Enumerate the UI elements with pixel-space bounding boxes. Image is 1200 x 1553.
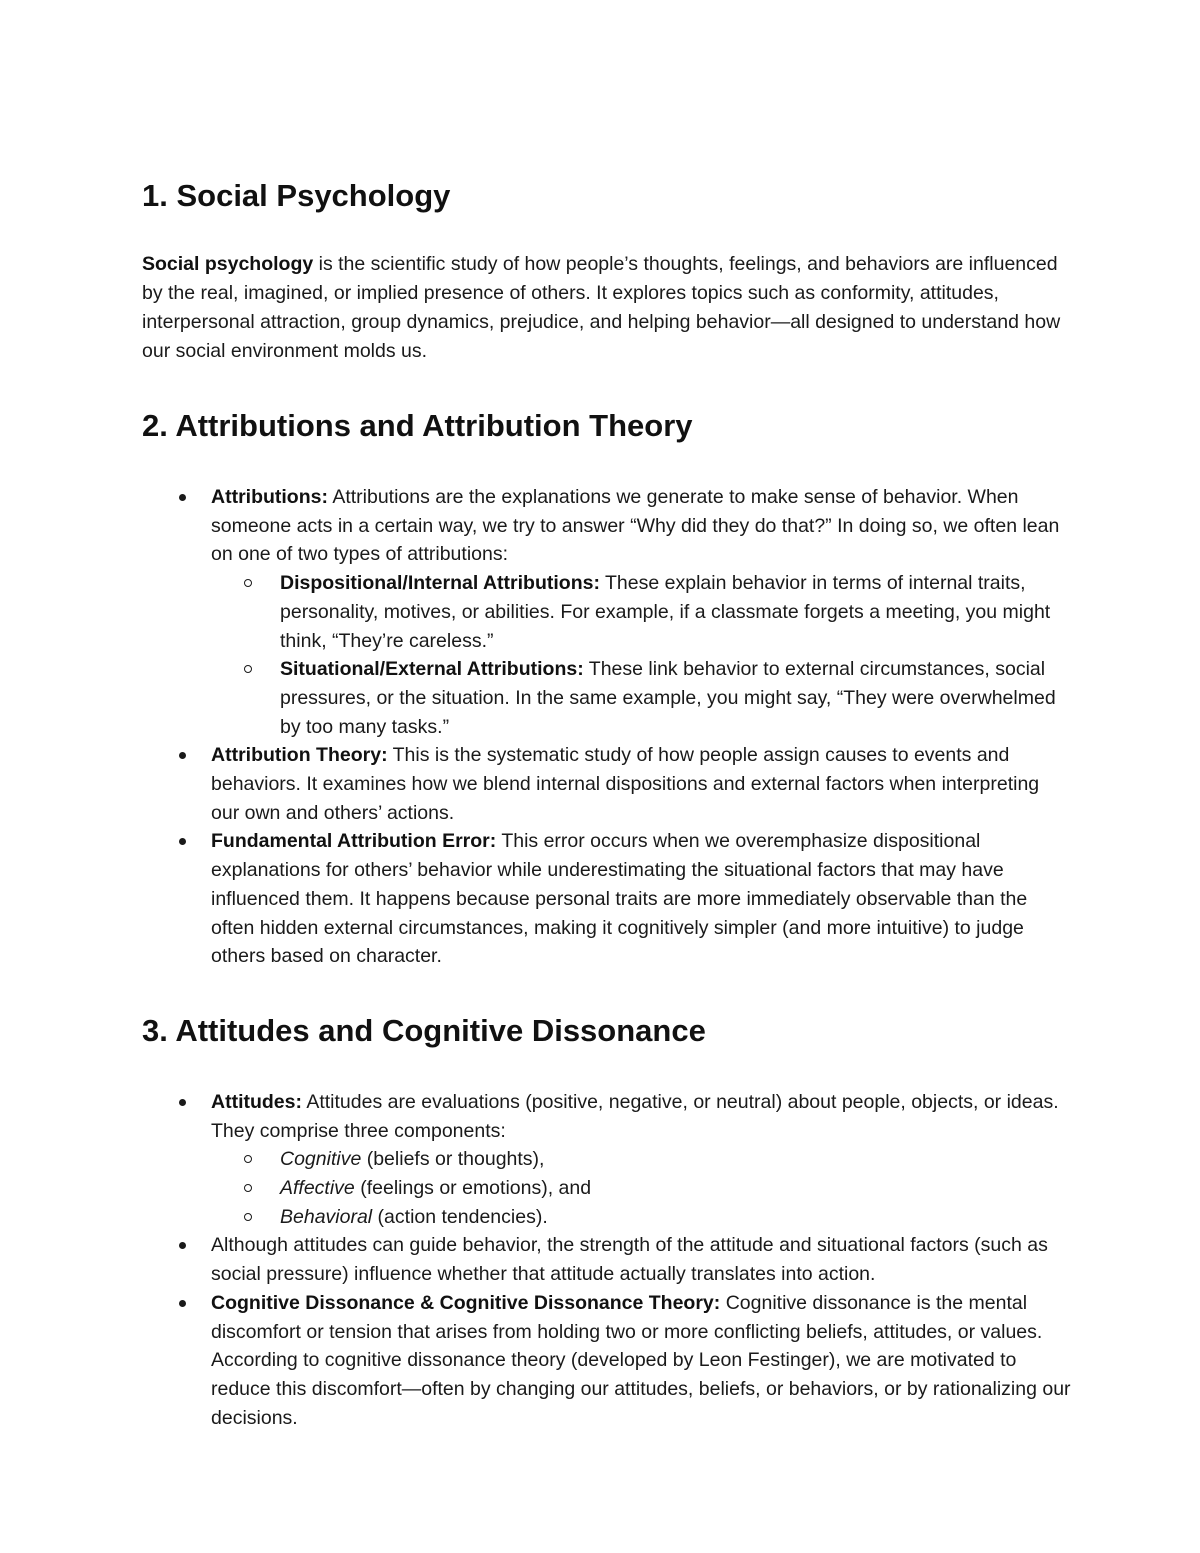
term-affective: Affective bbox=[280, 1177, 355, 1200]
term-dispositional: Dispositional/Internal Attributions: bbox=[280, 572, 600, 595]
term-cognitive-dissonance: Cognitive Dissonance & Cognitive Dissonance Theory: bbox=[211, 1291, 721, 1314]
list-item-behavioral bbox=[208, 1203, 1072, 1232]
term-behavioral: Behavioral bbox=[280, 1205, 373, 1228]
attributions-text: Attributions are the explanations we generate to make sense of behavior. When someone acts in a certain way, we try to answer “Why did they do that?” In doing so, we often lean on one of two types of attributions: bbox=[211, 486, 1060, 566]
list-item-cognitive bbox=[208, 1145, 1072, 1174]
dispositional-text: These explain behavior in terms of internal traits, personality, motives, or abilities. For example, if a classmate forgets a meeting, you might think, “They’re careless.” bbox=[280, 572, 1051, 652]
attitudes-text: Attitudes are evaluations (positive, negative, or neutral) about people, objects, or ideas. They comprise three components: bbox=[211, 1090, 1059, 1142]
cognitive-dissonance-text: Cognitive dissonance is the mental discomfort or tension that arises from holding two or more conflicting beliefs, attitudes, or values. According to cognitive dissonance theory (developed by Leon Festinger), we are motivated to reduce this discomfort—often by changing our attitudes, beliefs, or behaviors, or by rationalizing our decisions. bbox=[211, 1291, 1071, 1429]
affective-text: (feelings or emotions), and bbox=[354, 1177, 592, 1200]
attitude-components-list bbox=[211, 1145, 1072, 1231]
list-item-attributions bbox=[142, 483, 1072, 741]
term-attribution-theory: Attribution Theory: bbox=[211, 744, 388, 767]
list-item-dispositional bbox=[208, 569, 1072, 655]
attribution-types-list bbox=[211, 569, 1072, 741]
term-fundamental-attribution-error: Fundamental Attribution Error: bbox=[211, 830, 497, 853]
term-social-psychology: Social psychology bbox=[142, 253, 314, 275]
situational-text: These link behavior to external circumstances, social pressures, or the situation. In the same example, you might say, “They were overwhelmed by too many tasks.” bbox=[280, 658, 1056, 738]
list-item-attitude-behavior bbox=[142, 1231, 1072, 1288]
term-attitudes: Attitudes: bbox=[211, 1090, 302, 1113]
list-item-cognitive-dissonance bbox=[142, 1289, 1072, 1433]
social-psychology-definition: is the scientific study of how people’s thoughts, feelings, and behaviors are influenced by the real, imagined, or implied presence of others. It explores topics such as conformity, attitudes, interpersonal attraction, group dynamics, prejudice, and helping behavior—all designed to understand how our social environment molds us. bbox=[142, 253, 1061, 362]
behavioral-text: (action tendencies). bbox=[372, 1205, 548, 1228]
term-attributions: Attributions: bbox=[211, 486, 328, 508]
cognitive-text: (beliefs or thoughts), bbox=[361, 1148, 545, 1171]
section-1-heading: 1. Social Psychology bbox=[142, 178, 451, 213]
document-body bbox=[142, 176, 1072, 1432]
term-situational: Situational/External Attributions: bbox=[280, 658, 584, 681]
section-3-heading: 3. Attitudes and Cognitive Dissonance bbox=[142, 1012, 706, 1048]
section-3-list bbox=[142, 1088, 1072, 1432]
list-item-fundamental-attribution-error bbox=[142, 827, 1072, 971]
term-cognitive: Cognitive bbox=[280, 1148, 362, 1171]
list-item-attribution-theory bbox=[142, 741, 1072, 827]
fundamental-attribution-error-text: This error occurs when we overemphasize dispositional explanations for others’ behavior while underestimating the situational factors that may have influenced them. It happens because personal traits are more immediately observable than the often hidden external circumstances, making it cognitively simpler (and more intuitive) to judge others based on character. bbox=[211, 830, 1028, 968]
list-item-affective bbox=[208, 1174, 1072, 1203]
attitude-behavior-text: Although attitudes can guide behavior, the strength of the attitude and situational factors (such as social pressure) influence whether that attitude actually translates into action. bbox=[211, 1234, 1048, 1286]
section-1-paragraph bbox=[142, 250, 1072, 366]
section-2-heading: 2. Attributions and Attribution Theory bbox=[142, 408, 693, 443]
section-2-list bbox=[142, 483, 1072, 971]
list-item-attitudes bbox=[142, 1088, 1072, 1232]
attribution-theory-text: This is the systematic study of how people assign causes to events and behaviors. It examines how we blend internal dispositions and external factors when interpreting our own and others’ actions. bbox=[211, 744, 1040, 824]
list-item-situational bbox=[208, 655, 1072, 741]
